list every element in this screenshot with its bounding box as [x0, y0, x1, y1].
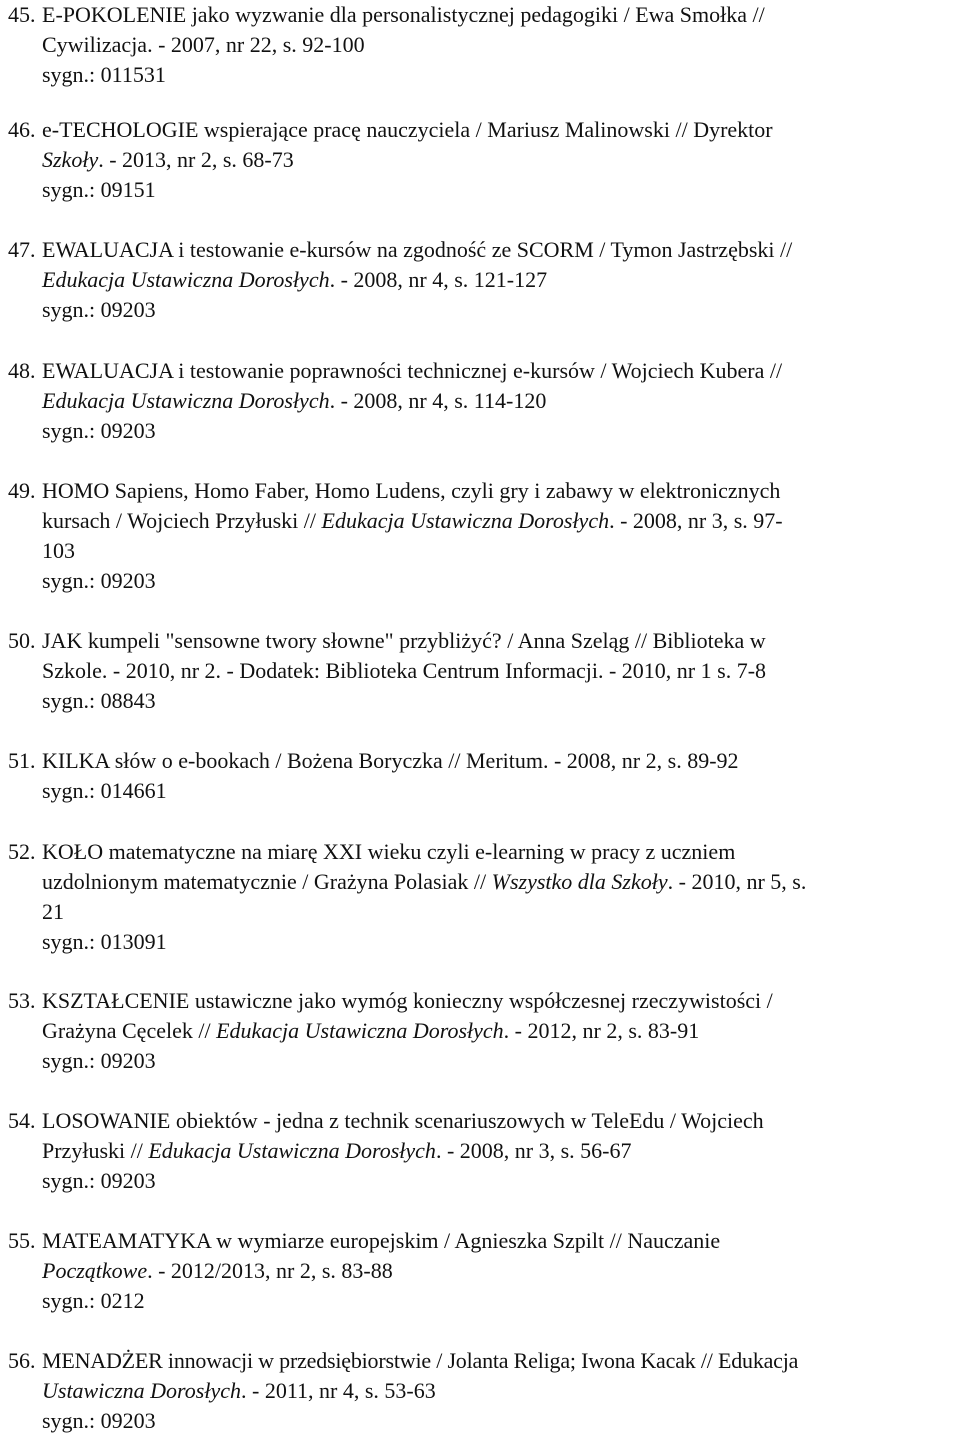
entry-title-line [8, 1106, 956, 1136]
entry-source-line [8, 1136, 956, 1166]
entry-signature: sygn.: 011531 [42, 62, 166, 87]
entry-author: kursach / Wojciech Przyłuski // [42, 508, 322, 533]
entry-number: 54. [8, 1108, 36, 1133]
entry-source: . - 2011, nr 4, s. 53-63 [241, 1378, 436, 1403]
entry-text: KSZTAŁCENIE ustawiczne jako wymóg konieczny współczesnej rzeczywistości / [42, 988, 773, 1013]
entry-45 [8, 0, 956, 90]
entry-52 [8, 837, 956, 957]
entry-number: 47. [8, 237, 36, 262]
entry-title-line [8, 1226, 956, 1256]
entry-title-line [8, 1346, 956, 1376]
entry-source-line [8, 30, 956, 60]
journal-title: Edukacja Ustawiczna Dorosłych [321, 508, 610, 533]
entry-title-line [8, 356, 956, 386]
entry-text: EWALUACJA i testowanie poprawności technicznej e-kursów / Wojciech Kubera // [42, 358, 783, 383]
entry-text: EWALUACJA i testowanie e-kursów na zgodność ze SCORM / Tymon Jastrzębski // [42, 237, 793, 262]
entry-signature: sygn.: 013091 [42, 929, 167, 954]
entry-signature: sygn.: 08843 [42, 688, 156, 713]
entry-49 [8, 476, 956, 596]
entry-title-line [8, 235, 956, 265]
entry-50 [8, 626, 956, 716]
entry-source-line [8, 145, 956, 175]
entry-signature: sygn.: 09203 [42, 1048, 156, 1073]
journal-title: Początkowe [42, 1258, 148, 1283]
entry-number: 48. [8, 358, 36, 383]
entry-source: Cywilizacja. - 2007, nr 22, s. 92-100 [42, 32, 365, 57]
entry-source: . - 2008, nr 3, s. 56-67 [435, 1138, 632, 1163]
entry-55 [8, 1226, 956, 1316]
entry-text: HOMO Sapiens, Homo Faber, Homo Ludens, czyli gry i zabawy w elektronicznych [42, 478, 781, 503]
entry-title-line [8, 476, 956, 506]
entry-51 [8, 746, 956, 806]
entry-title-line [8, 837, 956, 867]
entry-signature: sygn.: 09151 [42, 177, 156, 202]
entry-number: 45. [8, 2, 36, 27]
entry-source: . - 2013, nr 2, s. 68-73 [98, 147, 294, 172]
entry-signature: sygn.: 09203 [42, 1168, 156, 1193]
entry-source-line [8, 506, 956, 536]
entry-number: 46. [8, 117, 36, 142]
entry-source-line [8, 1256, 956, 1286]
entry-text: MATEAMATYKA w wymiarze europejskim / Agnieszka Szpilt // Nauczanie [42, 1228, 721, 1253]
entry-54 [8, 1106, 956, 1196]
entry-source: . - 2012/2013, nr 2, s. 83-88 [147, 1258, 393, 1283]
entry-53 [8, 986, 956, 1076]
entry-signature: sygn.: 014661 [42, 778, 167, 803]
entry-title-line [8, 626, 956, 656]
entry-number: 50. [8, 628, 36, 653]
entry-number: 56. [8, 1348, 36, 1373]
entry-source: . - 2010, nr 5, s. [667, 869, 807, 894]
entry-number: 53. [8, 988, 36, 1013]
entry-signature: sygn.: 0212 [42, 1288, 145, 1313]
entry-title-line [8, 0, 956, 30]
entry-author: Grażyna Cęcelek // [42, 1018, 217, 1043]
entry-number: 51. [8, 748, 36, 773]
entry-signature: sygn.: 09203 [42, 1408, 156, 1433]
entry-text: JAK kumpeli "sensowne twory słowne" przybliżyć? / Anna Szeląg // Biblioteka w [42, 628, 766, 653]
entry-source-line [8, 386, 956, 416]
entry-text: e-TECHOLOGIE wspierające pracę nauczyciela / Mariusz Malinowski // Dyrektor [42, 117, 773, 142]
entry-signature: sygn.: 09203 [42, 418, 156, 443]
entry-48 [8, 356, 956, 446]
entry-continuation: 103 [42, 538, 75, 563]
entry-signature: sygn.: 09203 [42, 297, 156, 322]
entry-source: . - 2008, nr 4, s. 121-127 [329, 267, 548, 292]
entry-46 [8, 115, 956, 205]
entry-source: . - 2012, nr 2, s. 83-91 [503, 1018, 700, 1043]
entry-number: 52. [8, 839, 36, 864]
journal-title: Edukacja Ustawiczna Dorosłych [216, 1018, 504, 1043]
journal-title: Szkoły [42, 147, 99, 172]
journal-title: Edukacja Ustawiczna Dorosłych [42, 267, 330, 292]
entry-text: KILKA słów o e-bookach / Bożena Boryczka // Meritum. - 2008, nr 2, s. 89-92 [42, 748, 739, 773]
entry-author: Przyłuski // [42, 1138, 149, 1163]
entry-source-line [8, 867, 956, 897]
entry-title-line [8, 115, 956, 145]
entry-signature: sygn.: 09203 [42, 568, 156, 593]
entry-text: KOŁO matematyczne na miarę XXI wieku czyli e-learning w pracy z uczniem [42, 839, 736, 864]
journal-title: Edukacja Ustawiczna Dorosłych [42, 388, 330, 413]
entry-source-line [8, 265, 956, 295]
entry-number: 49. [8, 478, 36, 503]
entry-text: MENADŻER innowacji w przedsiębiorstwie / Jolanta Religa; Iwona Kacak // Edukacja [42, 1348, 799, 1373]
entry-number: 55. [8, 1228, 36, 1253]
journal-title: Edukacja Ustawiczna Dorosłych [148, 1138, 436, 1163]
entry-source: . - 2008, nr 3, s. 97- [609, 508, 783, 533]
entry-continuation: 21 [42, 899, 64, 924]
entry-text: E-POKOLENIE jako wyzwanie dla personalistycznej pedagogiki / Ewa Smołka // [42, 2, 765, 27]
entry-source-line [8, 656, 956, 686]
entry-source: Szkole. - 2010, nr 2. - Dodatek: Biblioteka Centrum Informacji. - 2010, nr 1 s. 7-8 [42, 658, 767, 683]
entry-author: uzdolnionym matematycznie / Grażyna Polasiak // [42, 869, 492, 894]
entry-title-line [8, 986, 956, 1016]
entry-source-line [8, 1016, 956, 1046]
entry-source: . - 2008, nr 4, s. 114-120 [329, 388, 547, 413]
entry-source-line [8, 1376, 956, 1406]
journal-title: Wszystko dla Szkoły [491, 869, 668, 894]
entry-47 [8, 235, 956, 325]
entry-title-line [8, 746, 956, 776]
entry-text: LOSOWANIE obiektów - jedna z technik scenariuszowych w TeleEdu / Wojciech [42, 1108, 764, 1133]
journal-title: Ustawiczna Dorosłych [42, 1378, 242, 1403]
entry-56 [8, 1346, 956, 1436]
